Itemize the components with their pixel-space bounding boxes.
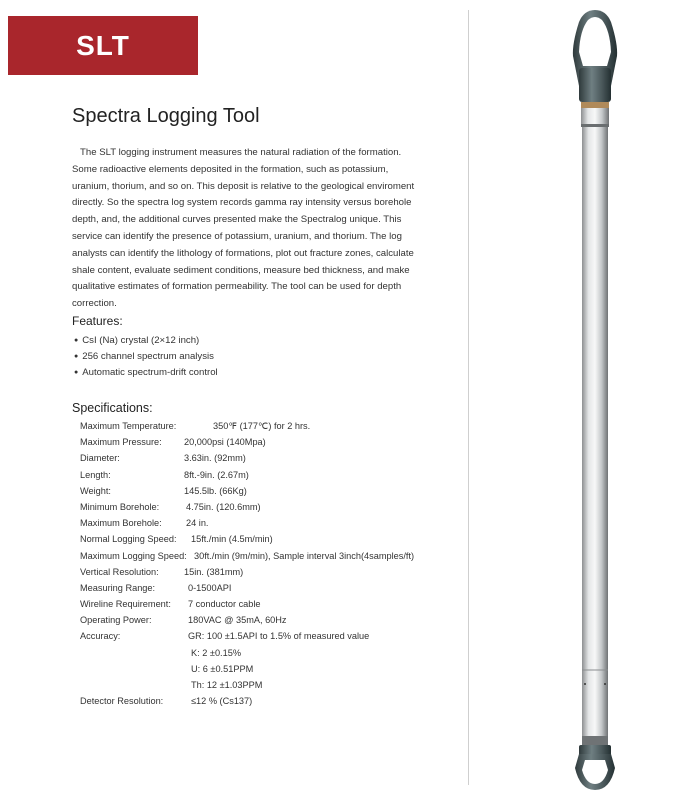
spec-value: ≤12 % (Cs137) — [191, 696, 253, 707]
spec-value: K: 2 ±0.15% — [191, 647, 241, 658]
spec-label: Detector Resolution: — [80, 696, 164, 707]
bullet-icon: ● — [74, 337, 79, 344]
spec-label: Maximum Temperature: — [80, 421, 177, 431]
spec-value: 350℉ (177℃) for 2 hrs. — [213, 421, 311, 431]
spec-label: Weight: — [80, 485, 111, 496]
spec-value: U: 6 ±0.51PPM — [191, 663, 254, 674]
column-divider — [468, 10, 469, 785]
spec-label: Wireline Requirement: — [80, 599, 171, 610]
spec-value: Th: 12 ±1.03PPM — [191, 680, 263, 690]
spec-value: 7 conductor cable — [188, 599, 261, 610]
spec-label: Normal Logging Speed: — [80, 534, 177, 545]
spec-value: 0-1500API — [188, 582, 232, 593]
specifications-heading: Specifications: — [72, 401, 153, 415]
bullet-icon: ● — [74, 369, 79, 376]
page-title: Spectra Logging Tool — [72, 105, 260, 127]
spec-label: Measuring Range: — [80, 582, 156, 593]
spec-value: 24 in. — [186, 518, 209, 529]
spec-label: Minimum Borehole: — [80, 501, 160, 512]
product-code-badge: SLT — [8, 16, 198, 75]
feature-text: 256 channel spectrum analysis — [82, 351, 214, 362]
features-heading: Features: — [72, 314, 123, 328]
bullet-icon: ● — [74, 353, 79, 360]
feature-item — [74, 349, 218, 365]
feature-item — [74, 333, 218, 349]
intro-paragraph: The SLT logging instrument measures the natural radiation of the formation. Some radioactive elements deposited in the formation, such as potassium, uranium, thorium, and so on. This deposit is relative to the geological enviroment directly. So the spectra log system records gamma ray intensity versus borehole depth, and, the additional curves presented make the Spectralog unique. This service can identify the presence of potassium, uranium, and thorium. The log analysts can identify the lithology of formations, plot out fracture zones, calculate shale content, evaluate sediment conditions, measure bed thickness, and make qualitative estimates of formation permeability. The tool can be used for depth correction. — [72, 147, 415, 310]
spec-label: Maximum Logging Speed: — [80, 550, 187, 561]
spec-value: 15in. (381mm) — [184, 566, 244, 577]
spec-value: 145.5lb. (66Kg) — [184, 485, 247, 496]
spec-label: Accuracy: — [80, 631, 121, 642]
features-list — [74, 333, 218, 381]
spec-value: GR: 100 ±1.5API to 1.5% of measured value — [188, 631, 370, 642]
spec-value: 4.75in. (120.6mm) — [186, 501, 261, 512]
feature-item — [74, 365, 218, 381]
spec-value: 15ft./min (4.5m/min) — [191, 534, 273, 545]
spec-label: Length: — [80, 469, 111, 480]
feature-text: CsI (Na) crystal (2×12 inch) — [82, 335, 200, 346]
spec-value: 180VAC @ 35mA, 60Hz — [188, 615, 287, 626]
spec-label: Operating Power: — [80, 615, 152, 626]
spec-value: 8ft.-9in. (2.67m) — [184, 469, 249, 480]
spec-value: 20,000psi (140Mpa) — [184, 437, 266, 448]
spec-label: Maximum Pressure: — [80, 437, 162, 448]
spec-value: 30ft./min (9m/min), Sample interval 3inch(4samples/ft) — [194, 550, 415, 561]
spec-label: Vertical Resolution: — [80, 566, 159, 577]
feature-text: Automatic spectrum-drift control — [82, 367, 218, 378]
spec-label: Diameter: — [80, 453, 120, 464]
logging-tool-illustration-icon — [570, 8, 620, 792]
spec-value: 3.63in. (92mm) — [184, 453, 246, 464]
spec-label: Maximum Borehole: — [80, 518, 162, 529]
